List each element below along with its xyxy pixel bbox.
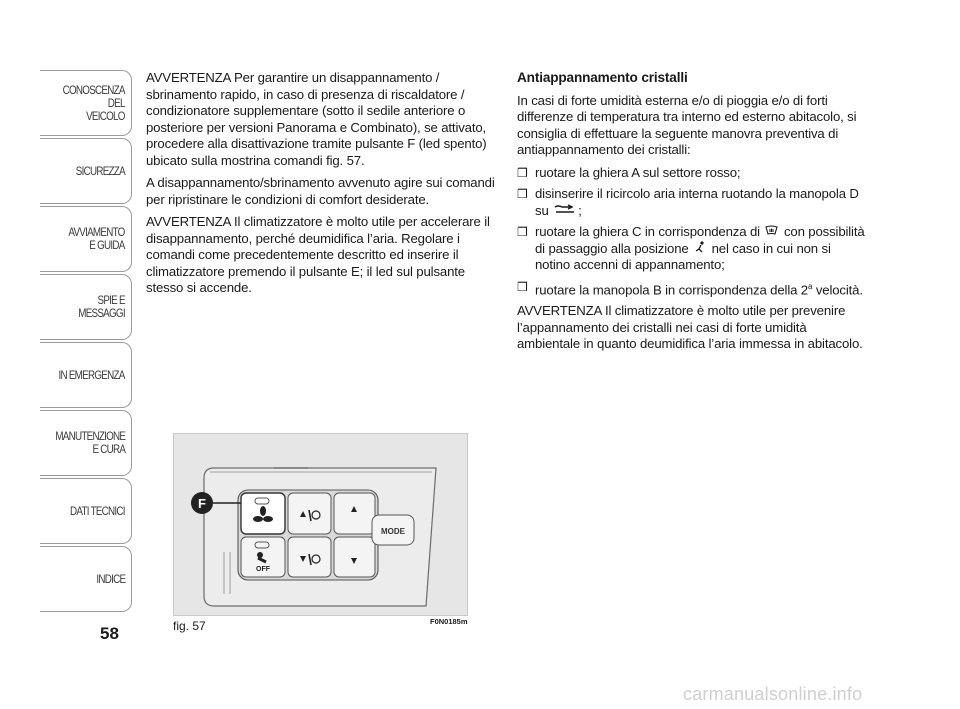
mode-label: MODE — [381, 527, 405, 536]
list-item-text-part: velocità. — [815, 281, 863, 297]
control-panel-illustration — [174, 434, 467, 615]
tab-label: SICUREZZA — [75, 163, 125, 178]
tab-label: CONOSCENZA DEL VEICOLO — [62, 82, 125, 123]
list-item — [517, 165, 869, 182]
callout-f: F — [198, 496, 206, 511]
list-item-text-part: disinserire il ricircolo aria interna ruotando la manopola D su — [535, 186, 859, 218]
tab-label: DATI TECNICI — [70, 503, 125, 518]
checkbox-bullet-icon: ❒ — [517, 165, 528, 180]
outside-air-icon — [552, 203, 578, 220]
figure-control-panel — [173, 433, 468, 616]
list-item-text — [535, 186, 869, 219]
tab-conoscenza[interactable] — [40, 70, 132, 136]
tab-sicurezza[interactable] — [40, 138, 132, 204]
list-item-text-part: con possibilità di passaggio alla posizione — [535, 224, 865, 256]
tab-manutenzione[interactable] — [40, 410, 132, 476]
list-item-text-part: ruotare la manopola B in corrispondenza della 2 — [535, 281, 808, 297]
tab-label: SPIE E MESSAGGI — [78, 293, 125, 320]
chapter-tabs — [40, 70, 132, 614]
tab-indice[interactable] — [40, 546, 132, 612]
windscreen-demist-icon — [763, 224, 780, 241]
watermark: carmanualsonline.info — [683, 684, 863, 704]
list-item — [517, 186, 869, 219]
tab-dati-tecnici[interactable] — [40, 478, 132, 544]
tab-emergenza[interactable] — [40, 342, 132, 408]
tab-spie[interactable] — [40, 274, 132, 340]
checkbox-bullet-icon: ❒ — [517, 187, 528, 201]
paragraph: In casi di forte umidità esterna e/o di pioggia e/o di forti differenze di temperatura tra interno ed esterno abitacolo, si consiglia di effettuare la seguente manovra preventiva di antiappannamento dei cristalli: — [517, 92, 857, 157]
checkbox-bullet-icon: ❒ — [517, 279, 528, 294]
left-column — [146, 70, 498, 303]
list-item-text-part: nel caso in cui non si notino accenni di appannamento; — [535, 240, 831, 272]
list-item-text — [535, 224, 869, 274]
page-number: 58 — [100, 624, 119, 643]
list-item-text-part: ; — [578, 202, 582, 218]
checkbox-bullet-icon: ❒ — [517, 225, 528, 239]
figure-caption: fig. 57 — [173, 619, 206, 633]
tab-label: MANUTENZIONE E CURA — [55, 429, 125, 456]
figure-code: F0N0185m — [430, 617, 468, 626]
paragraph: AVVERTENZA Il climatizzatore è molto utile per accelerare il disappannamento, perché deumidifica l’aria. Regolare i comandi come precedentemente descritto ed inserire il climatizzatore premendo il pulsante E; il led sul pulsante stesso si accende. — [146, 214, 490, 295]
tab-label: INDICE — [96, 571, 125, 586]
section-heading: Antiappannamento cristalli — [517, 70, 688, 85]
off-label: OFF — [256, 566, 270, 573]
feet-windscreen-icon — [692, 241, 708, 258]
list-item-text: ruotare la ghiera A sul settore rosso; — [535, 164, 741, 180]
list-item — [517, 279, 869, 299]
tab-label: IN EMERGENZA — [58, 367, 125, 382]
right-column — [517, 70, 869, 359]
paragraph: A disappannamento/sbrinamento avvenuto agire sui comandi per ripristinare le condizioni di comfort desiderate. — [146, 175, 495, 207]
paragraph: AVVERTENZA Il climatizzatore è molto utile per prevenire l’appannamento dei cristalli nei casi di forte umidità ambientale in quanto deumidifica l’aria immessa in abitacolo. — [517, 303, 863, 352]
tab-avviamento[interactable] — [40, 206, 132, 272]
list-item-text — [535, 279, 863, 299]
list-item — [517, 224, 869, 274]
paragraph: AVVERTENZA Per garantire un disappannamento / sbrinamento rapido, in caso di presenza di riscaldatore / condizionatore supplementare (sotto il sedile anteriore o posteriore per versioni Panorama e Combinato), se attivato, procedere alla disattivazione tramite pulsante F (led spento) ubicato sulla mostrina comandi fig. 57. — [146, 70, 487, 168]
tab-label: AVVIAMENTO E GUIDA — [68, 225, 125, 252]
superscript: a — [808, 281, 813, 291]
list-item-text-part: ruotare la ghiera C in corrispondenza di — [535, 224, 760, 239]
